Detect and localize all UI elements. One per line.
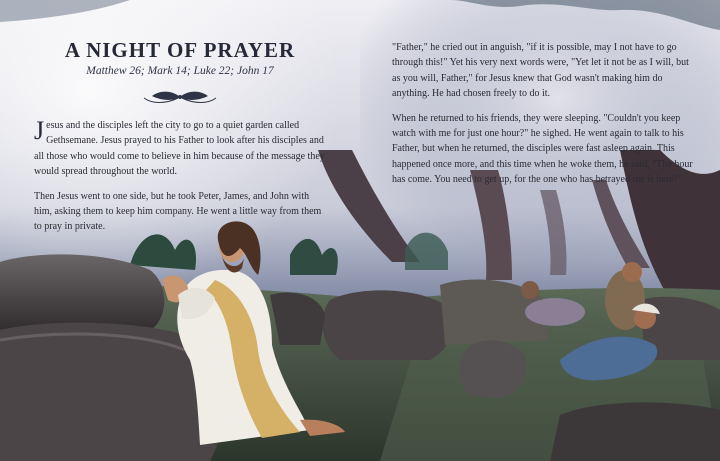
sleeping-paragraph: When he returned to his friends, they were sleeping. "Couldn't you keep watch with me for just one hour?" he sighed. He went again to talk to his Father, but when he returned, the disciples were fast asleep again. This happened once more, and this time when he woke them, he said, "The hour has come. You need to get up, for the one who has betrayed me is here!" — [392, 112, 693, 186]
second-paragraph: Then Jesus went to one side, but he took Peter, James, and John with him, asking them to keep him company. He went a little way from them to pray in private. — [34, 190, 322, 233]
drop-cap: J — [34, 116, 45, 145]
scripture-references: Matthew 26; Mark 14; Luke 22; John 17 — [86, 65, 274, 77]
intro-paragraph — [34, 118, 326, 180]
flourish-ornament-icon — [142, 88, 218, 106]
prayer-paragraph: "Father," he cried out in anguish, "if it is possible, may I not have to go through this!" Yet his very next words were, "Yet let it not be as I will, but as you will, Father," for Jesus knew that God wasn't making him do anything. He had chosen freely to do it. — [392, 42, 689, 100]
page-title: A NIGHT OF PRAYER — [64, 38, 296, 62]
right-text-column — [392, 40, 694, 197]
intro-paragraph-text: esus and the disciples left the city to go to a quiet garden called Gethsemane. Jesus prayed to his Father to look after his disciples and all those who would come to believe in him because of the message they would spread throughout the world. — [34, 120, 325, 178]
left-text-column — [34, 38, 326, 244]
